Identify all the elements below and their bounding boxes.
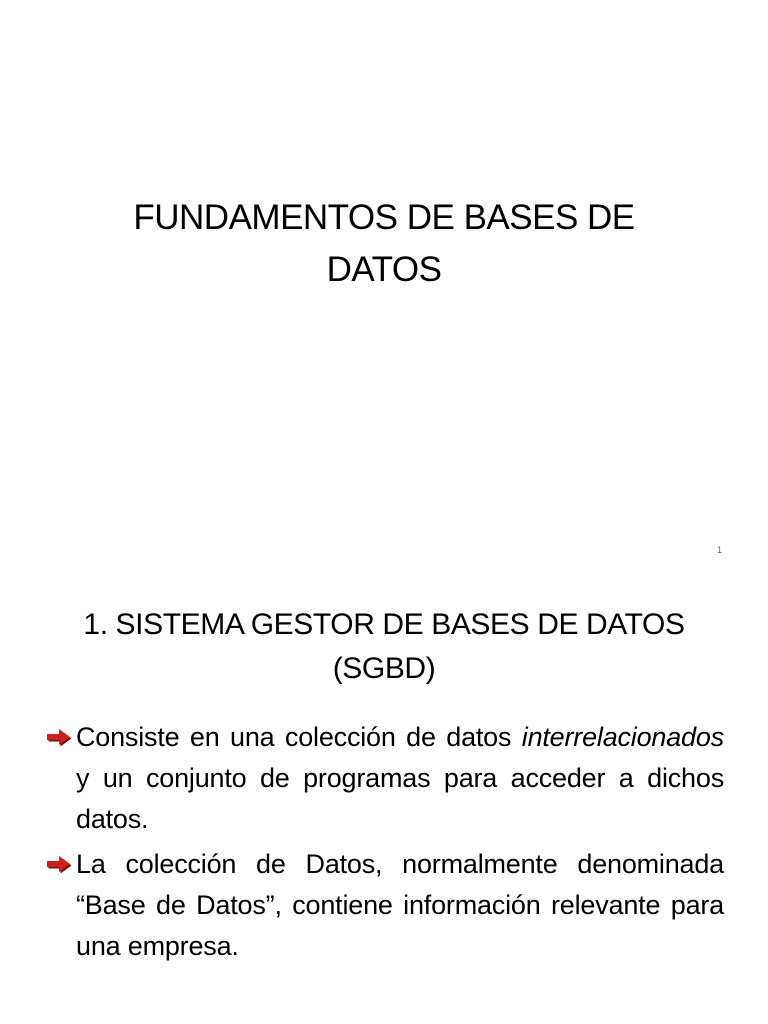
section-title-line-2: (SGBD) — [332, 652, 436, 685]
bullet-text: La colección de Datos, normalmente denominada “Base de Datos”, contiene información relevante para una empresa. — [76, 849, 724, 961]
bullet-text-italic: interrelacionados — [521, 722, 724, 752]
bullet-text — [76, 717, 724, 840]
bullet-list — [44, 717, 724, 971]
page-number: 1 — [716, 545, 722, 555]
bullet-text-part: y un conjunto de programas para acceder a dichos datos. — [76, 763, 724, 834]
slide-title — [60, 192, 708, 296]
red-arrow-icon — [46, 727, 72, 747]
slide-title-line-1: FUNDAMENTOS DE BASES DE — [133, 198, 635, 237]
section-title — [40, 603, 728, 691]
red-arrow-icon — [46, 854, 72, 874]
slide-title-line-2: DATOS — [326, 250, 442, 289]
bullet-item — [44, 717, 724, 840]
section-title-line-1: 1. SISTEMA GESTOR DE BASES DE DATOS — [83, 608, 685, 641]
bullet-text-part: Consiste en una colección de datos — [76, 722, 522, 752]
bullet-item — [44, 844, 724, 967]
slide-2 — [0, 575, 768, 1024]
